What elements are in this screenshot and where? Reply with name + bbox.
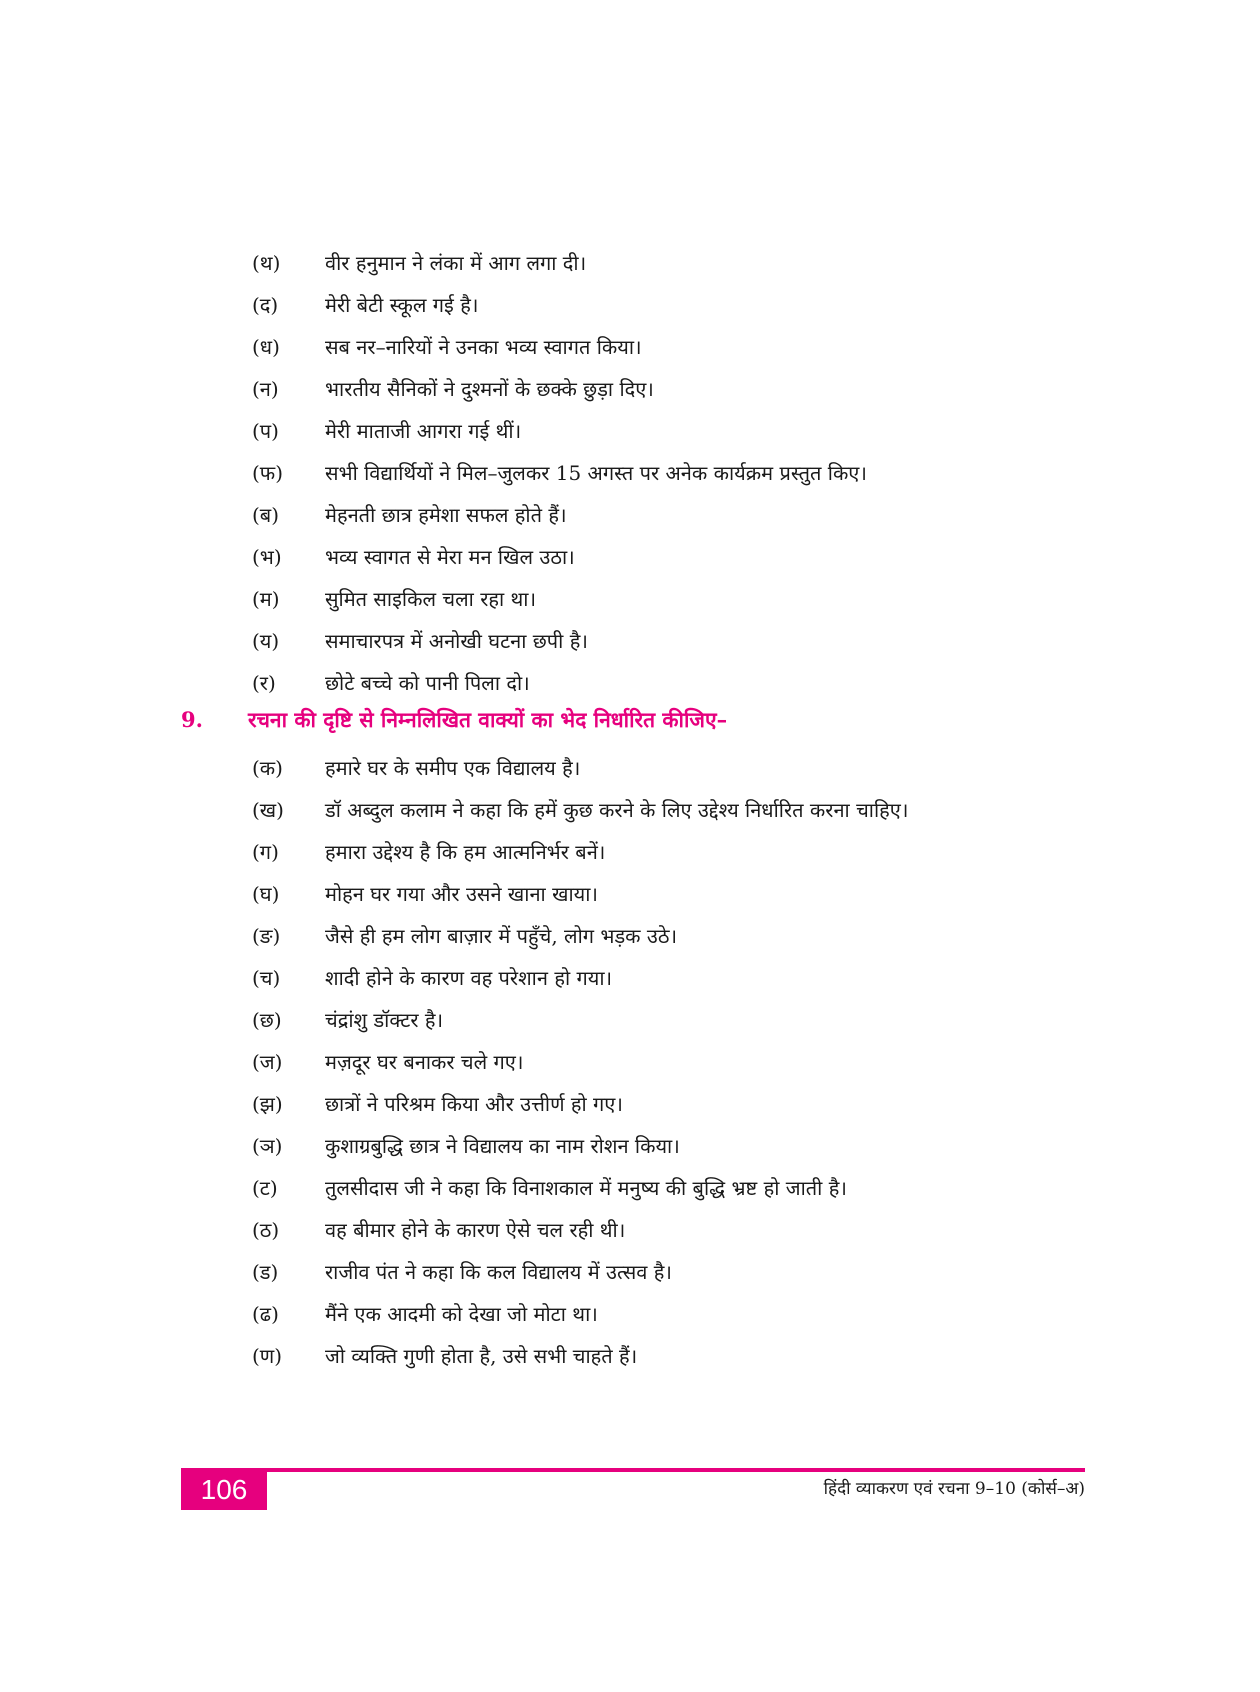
item-label: (ड)	[252, 1260, 279, 1284]
item-text: राजीव पंत ने कहा कि कल विद्यालय में उत्सव है।	[325, 1260, 672, 1284]
list-item	[0, 663, 1260, 703]
item-text: वह बीमार होने के कारण ऐसे चल रही थी।	[325, 1218, 626, 1242]
list-item	[0, 1126, 1260, 1166]
item-text: डॉ अब्दुल कलाम ने कहा कि हमें कुछ करने के लिए उद्देश्य निर्धारित करना चाहिए।	[325, 798, 909, 822]
item-text: भारतीय सैनिकों ने दुश्मनों के छक्के छुड़ा दिए।	[325, 377, 654, 401]
list-item	[0, 411, 1260, 451]
list-item	[0, 327, 1260, 367]
item-label: (भ)	[252, 545, 282, 569]
question-text: रचना की दृष्टि से निम्नलिखित वाक्यों का भेद निर्धारित कीजिए–	[248, 707, 728, 732]
item-label: (य)	[252, 629, 280, 653]
item-label: (घ)	[252, 882, 280, 906]
list-item	[0, 537, 1260, 577]
item-label: (छ)	[252, 1008, 282, 1032]
list-item	[0, 958, 1260, 998]
list-item	[0, 1210, 1260, 1250]
item-text: जो व्यक्ति गुणी होता है, उसे सभी चाहते हैं।	[325, 1344, 638, 1368]
item-label: (ख)	[252, 798, 284, 822]
item-label: (थ)	[252, 251, 281, 275]
list-item	[0, 495, 1260, 535]
item-label: (ट)	[252, 1176, 278, 1200]
question-number: 9.	[181, 707, 203, 732]
item-label: (र)	[252, 671, 276, 695]
item-text: समाचारपत्र में अनोखी घटना छपी है।	[325, 629, 588, 653]
item-text: कुशाग्रबुद्धि छात्र ने विद्यालय का नाम रोशन किया।	[325, 1134, 680, 1158]
item-label: (ढ)	[252, 1302, 279, 1326]
item-text: मेरी माताजी आगरा गई थीं।	[325, 419, 522, 443]
list-item	[0, 1168, 1260, 1208]
list-item	[0, 748, 1260, 788]
item-text: सब नर–नारियों ने उनका भव्य स्वागत किया।	[325, 335, 642, 359]
page-number: 106	[181, 1468, 267, 1510]
item-text: जैसे ही हम लोग बाज़ार में पहुँचे, लोग भड़क उठे।	[325, 924, 678, 948]
item-text: छोटे बच्चे को पानी पिला दो।	[325, 671, 530, 695]
item-label: (फ)	[252, 461, 284, 485]
list-item	[0, 1336, 1260, 1376]
list-item	[0, 285, 1260, 325]
item-label: (ङ)	[252, 924, 281, 948]
item-label: (ग)	[252, 840, 279, 864]
item-text: सुमित साइकिल चला रहा था।	[325, 587, 537, 611]
list-item	[0, 1042, 1260, 1082]
item-text: सभी विद्यार्थियों ने मिल–जुलकर 15 अगस्त पर अनेक कार्यक्रम प्रस्तुत किए।	[325, 461, 867, 485]
item-text: मोहन घर गया और उसने खाना खाया।	[325, 882, 598, 906]
item-text: मेहनती छात्र हमेशा सफल होते हैं।	[325, 503, 567, 527]
list-item	[0, 790, 1260, 830]
list-item	[0, 579, 1260, 619]
list-item	[0, 1294, 1260, 1334]
list-item	[0, 1252, 1260, 1292]
list-item	[0, 453, 1260, 493]
list-item	[0, 1000, 1260, 1040]
item-text: छात्रों ने परिश्रम किया और उत्तीर्ण हो गए।	[325, 1092, 623, 1116]
list-item	[0, 874, 1260, 914]
list-item	[0, 916, 1260, 956]
item-label: (न)	[252, 377, 279, 401]
list-item	[0, 621, 1260, 661]
item-text: हमारे घर के समीप एक विद्यालय है।	[325, 756, 581, 780]
item-text: मज़दूर घर बनाकर चले गए।	[325, 1050, 524, 1074]
item-label: (च)	[252, 966, 281, 990]
item-label: (झ)	[252, 1092, 283, 1116]
item-text: तुलसीदास जी ने कहा कि विनाशकाल में मनुष्य की बुद्धि भ्रष्ट हो जाती है।	[325, 1176, 847, 1200]
item-label: (ज)	[252, 1050, 283, 1074]
item-text: हमारा उद्देश्य है कि हम आत्मनिर्भर बनें।	[325, 840, 606, 864]
item-label: (क)	[252, 756, 283, 780]
item-label: (ध)	[252, 335, 280, 359]
item-label: (प)	[252, 419, 279, 443]
item-label: (ब)	[252, 503, 280, 527]
item-label: (द)	[252, 293, 279, 317]
list-item	[0, 1084, 1260, 1124]
item-text: शादी होने के कारण वह परेशान हो गया।	[325, 966, 613, 990]
book-title: हिंदी व्याकरण एवं रचना 9–10 (कोर्स–अ)	[823, 1479, 1085, 1499]
question-heading	[0, 698, 1260, 742]
item-label: (ठ)	[252, 1218, 280, 1242]
item-label: (ञ)	[252, 1134, 283, 1158]
item-text: मैंने एक आदमी को देखा जो मोटा था।	[325, 1302, 598, 1326]
item-label: (ण)	[252, 1344, 283, 1368]
footer-rule	[181, 1468, 1085, 1472]
list-item	[0, 832, 1260, 872]
item-text: मेरी बेटी स्कूल गई है।	[325, 293, 479, 317]
item-text: वीर हनुमान ने लंका में आग लगा दी।	[325, 251, 587, 275]
item-text: चंद्रांशु डॉक्टर है।	[325, 1008, 444, 1032]
item-label: (म)	[252, 587, 280, 611]
list-item	[0, 369, 1260, 409]
item-text: भव्य स्वागत से मेरा मन खिल उठा।	[325, 545, 575, 569]
list-item	[0, 243, 1260, 283]
